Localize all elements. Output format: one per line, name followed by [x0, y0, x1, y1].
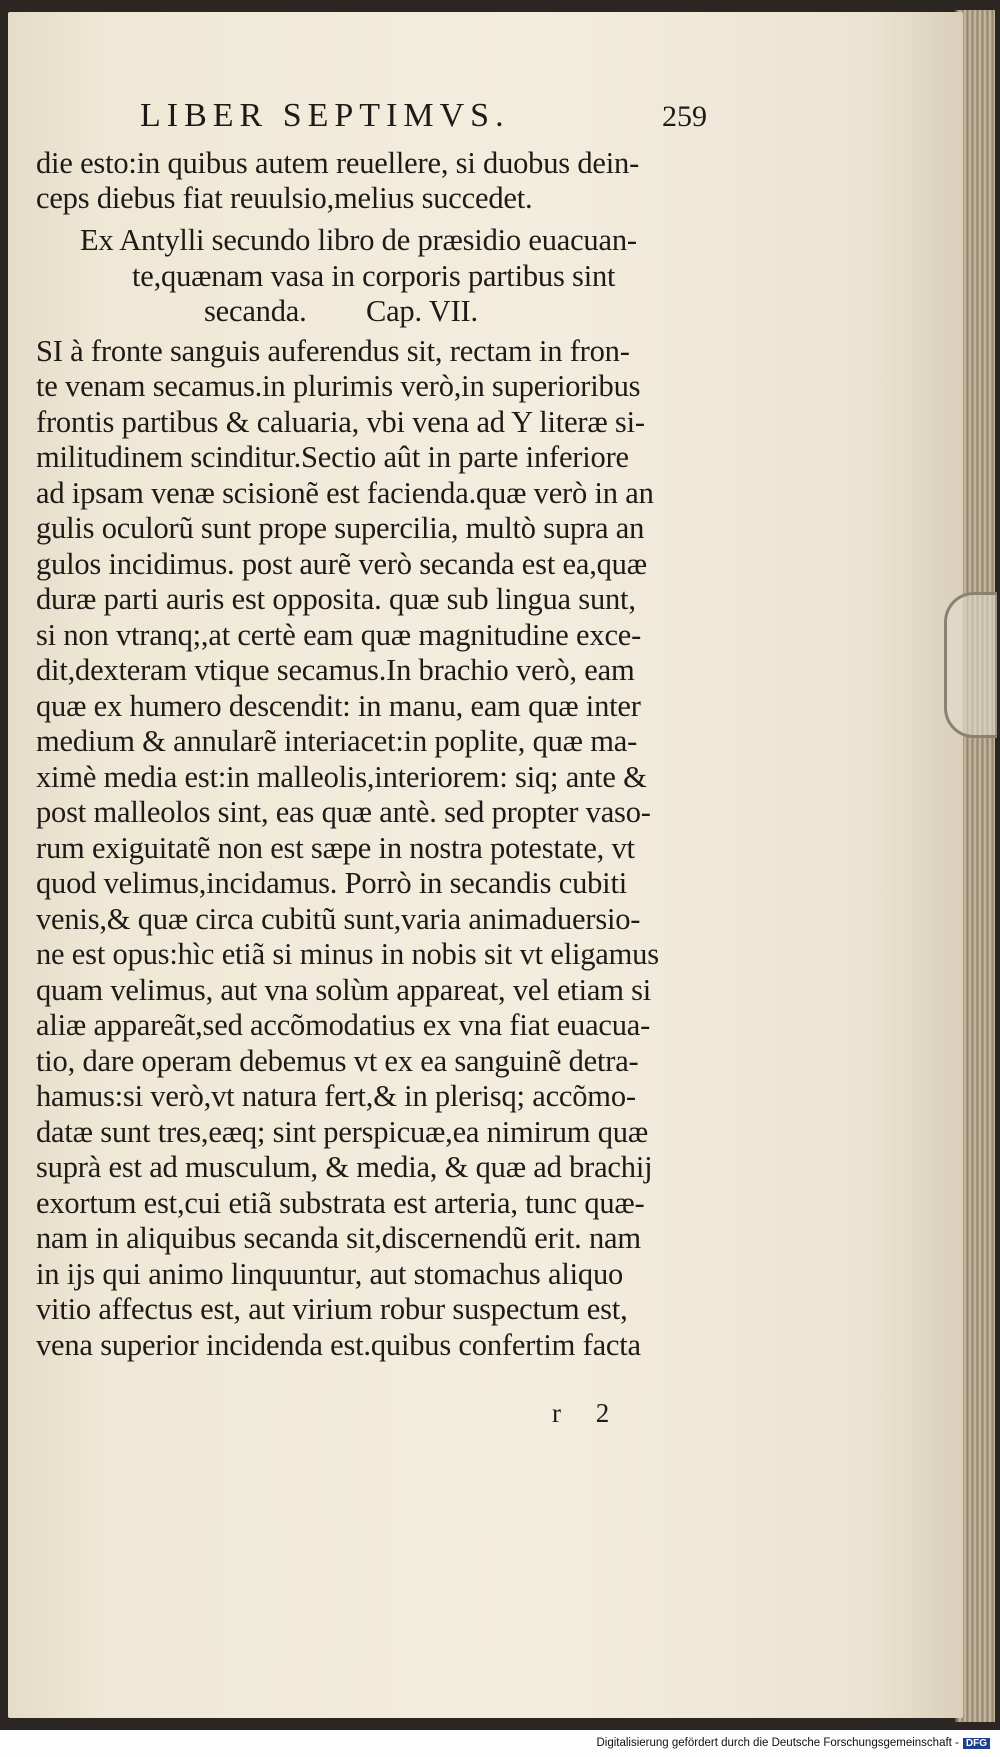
text-line: ad ipsam venæ scisionẽ est facienda.quæ verò in an — [36, 476, 654, 510]
text-line: frontis partibus & caluaria, vbi vena ad Y literæ si- — [36, 405, 645, 439]
text-line: die esto:in quibus autem reuellere, si duobus dein- — [36, 146, 640, 180]
credit-text: Digitalisierung gefördert durch die Deutsche Forschungsgemeinschaft - — [596, 1737, 959, 1749]
text-line: post malleolos sint, eas quæ antè. sed propter vaso- — [36, 795, 651, 829]
text-line: datæ sunt tres,eæq; sint perspicuæ,ea nimirum quæ — [36, 1115, 648, 1149]
running-head: LIBER SEPTIMVS. — [140, 97, 510, 134]
text-line: quæ ex humero descendit: in manu, eam quæ inter — [36, 689, 641, 723]
text-line: ceps diebus fiat reuulsio,melius succedet. — [36, 181, 533, 215]
book-clip — [944, 592, 997, 738]
text-line: SI à fronte sanguis auferendus sit, rectam in fron- — [36, 334, 630, 368]
text-line: vena superior incidenda est.quibus confertim facta — [36, 1328, 641, 1362]
text-line: gulis oculorũ sunt prope supercilia, multò supra an — [36, 511, 645, 545]
text-line: ne est opus:hìc etiã si minus in nobis sit vt eligamus — [36, 937, 659, 971]
text-line: exortum est,cui etiã substrata est arteria, tunc quæ- — [36, 1186, 645, 1220]
text-line: quod velimus,incidamus. Porrò in secandis cubiti — [36, 866, 628, 900]
text-line: quam velimus, aut vna solùm appareat, vel etiam si — [36, 973, 652, 1007]
text-line: dit,dexteram vtique secamus.In brachio verò, eam — [36, 653, 635, 687]
text-line: si non vtranq;,at certè eam quæ magnitudine exce- — [36, 618, 642, 652]
text-line: aliæ appareãt,sed accõmodatius ex vna fiat euacua- — [36, 1008, 651, 1042]
text-line: in ijs qui animo linquuntur, aut stomachus aliquo — [36, 1257, 624, 1291]
text-line: venis,& quæ circa cubitũ sunt,varia animaduersio- — [36, 902, 641, 936]
text-line: duræ parti auris est opposita. quæ sub lingua sunt, — [36, 582, 636, 616]
text-line: ximè media est:in malleolis,interiorem: siq; ante & — [36, 760, 647, 794]
text-line: gulos incidimus. post aurẽ verò secanda est ea,quæ — [36, 547, 647, 581]
text-line: militudinem scinditur.Sectio aût in parte inferiore — [36, 440, 629, 474]
text-line: hamus:si verò,vt natura fert,& in plerisq; accõmo- — [36, 1079, 636, 1113]
text-line: medium & annularẽ interiacet:in poplite, quæ ma- — [36, 724, 638, 758]
text-line: tio, dare operam debemus vt ex ea sanguinẽ detra- — [36, 1044, 639, 1078]
text-line: vitio affectus est, aut virium robur suspectum est, — [36, 1292, 628, 1326]
page-number: 259 — [662, 100, 707, 133]
chapter-heading-line: te,quænam vasa in corporis partibus sint — [132, 259, 616, 293]
text-line: suprà est ad musculum, & media, & quæ ad brachij — [36, 1150, 653, 1184]
chapter-heading-line: Ex Antylli secundo libro de præsidio euacuan- — [80, 223, 637, 257]
text-line: nam in aliquibus secanda sit,discernendũ erit. nam — [36, 1221, 641, 1255]
signature-mark: r 2 — [552, 1398, 624, 1428]
digitization-credit — [596, 1737, 990, 1749]
text-line: te venam secamus.in plurimis verò,in superioribus — [36, 369, 641, 403]
dfg-logo: DFG — [963, 1738, 990, 1749]
text-line: rum exiguitatẽ non est sæpe in nostra potestate, vt — [36, 831, 635, 865]
chapter-heading-line: secanda. Cap. VII. — [204, 294, 478, 328]
